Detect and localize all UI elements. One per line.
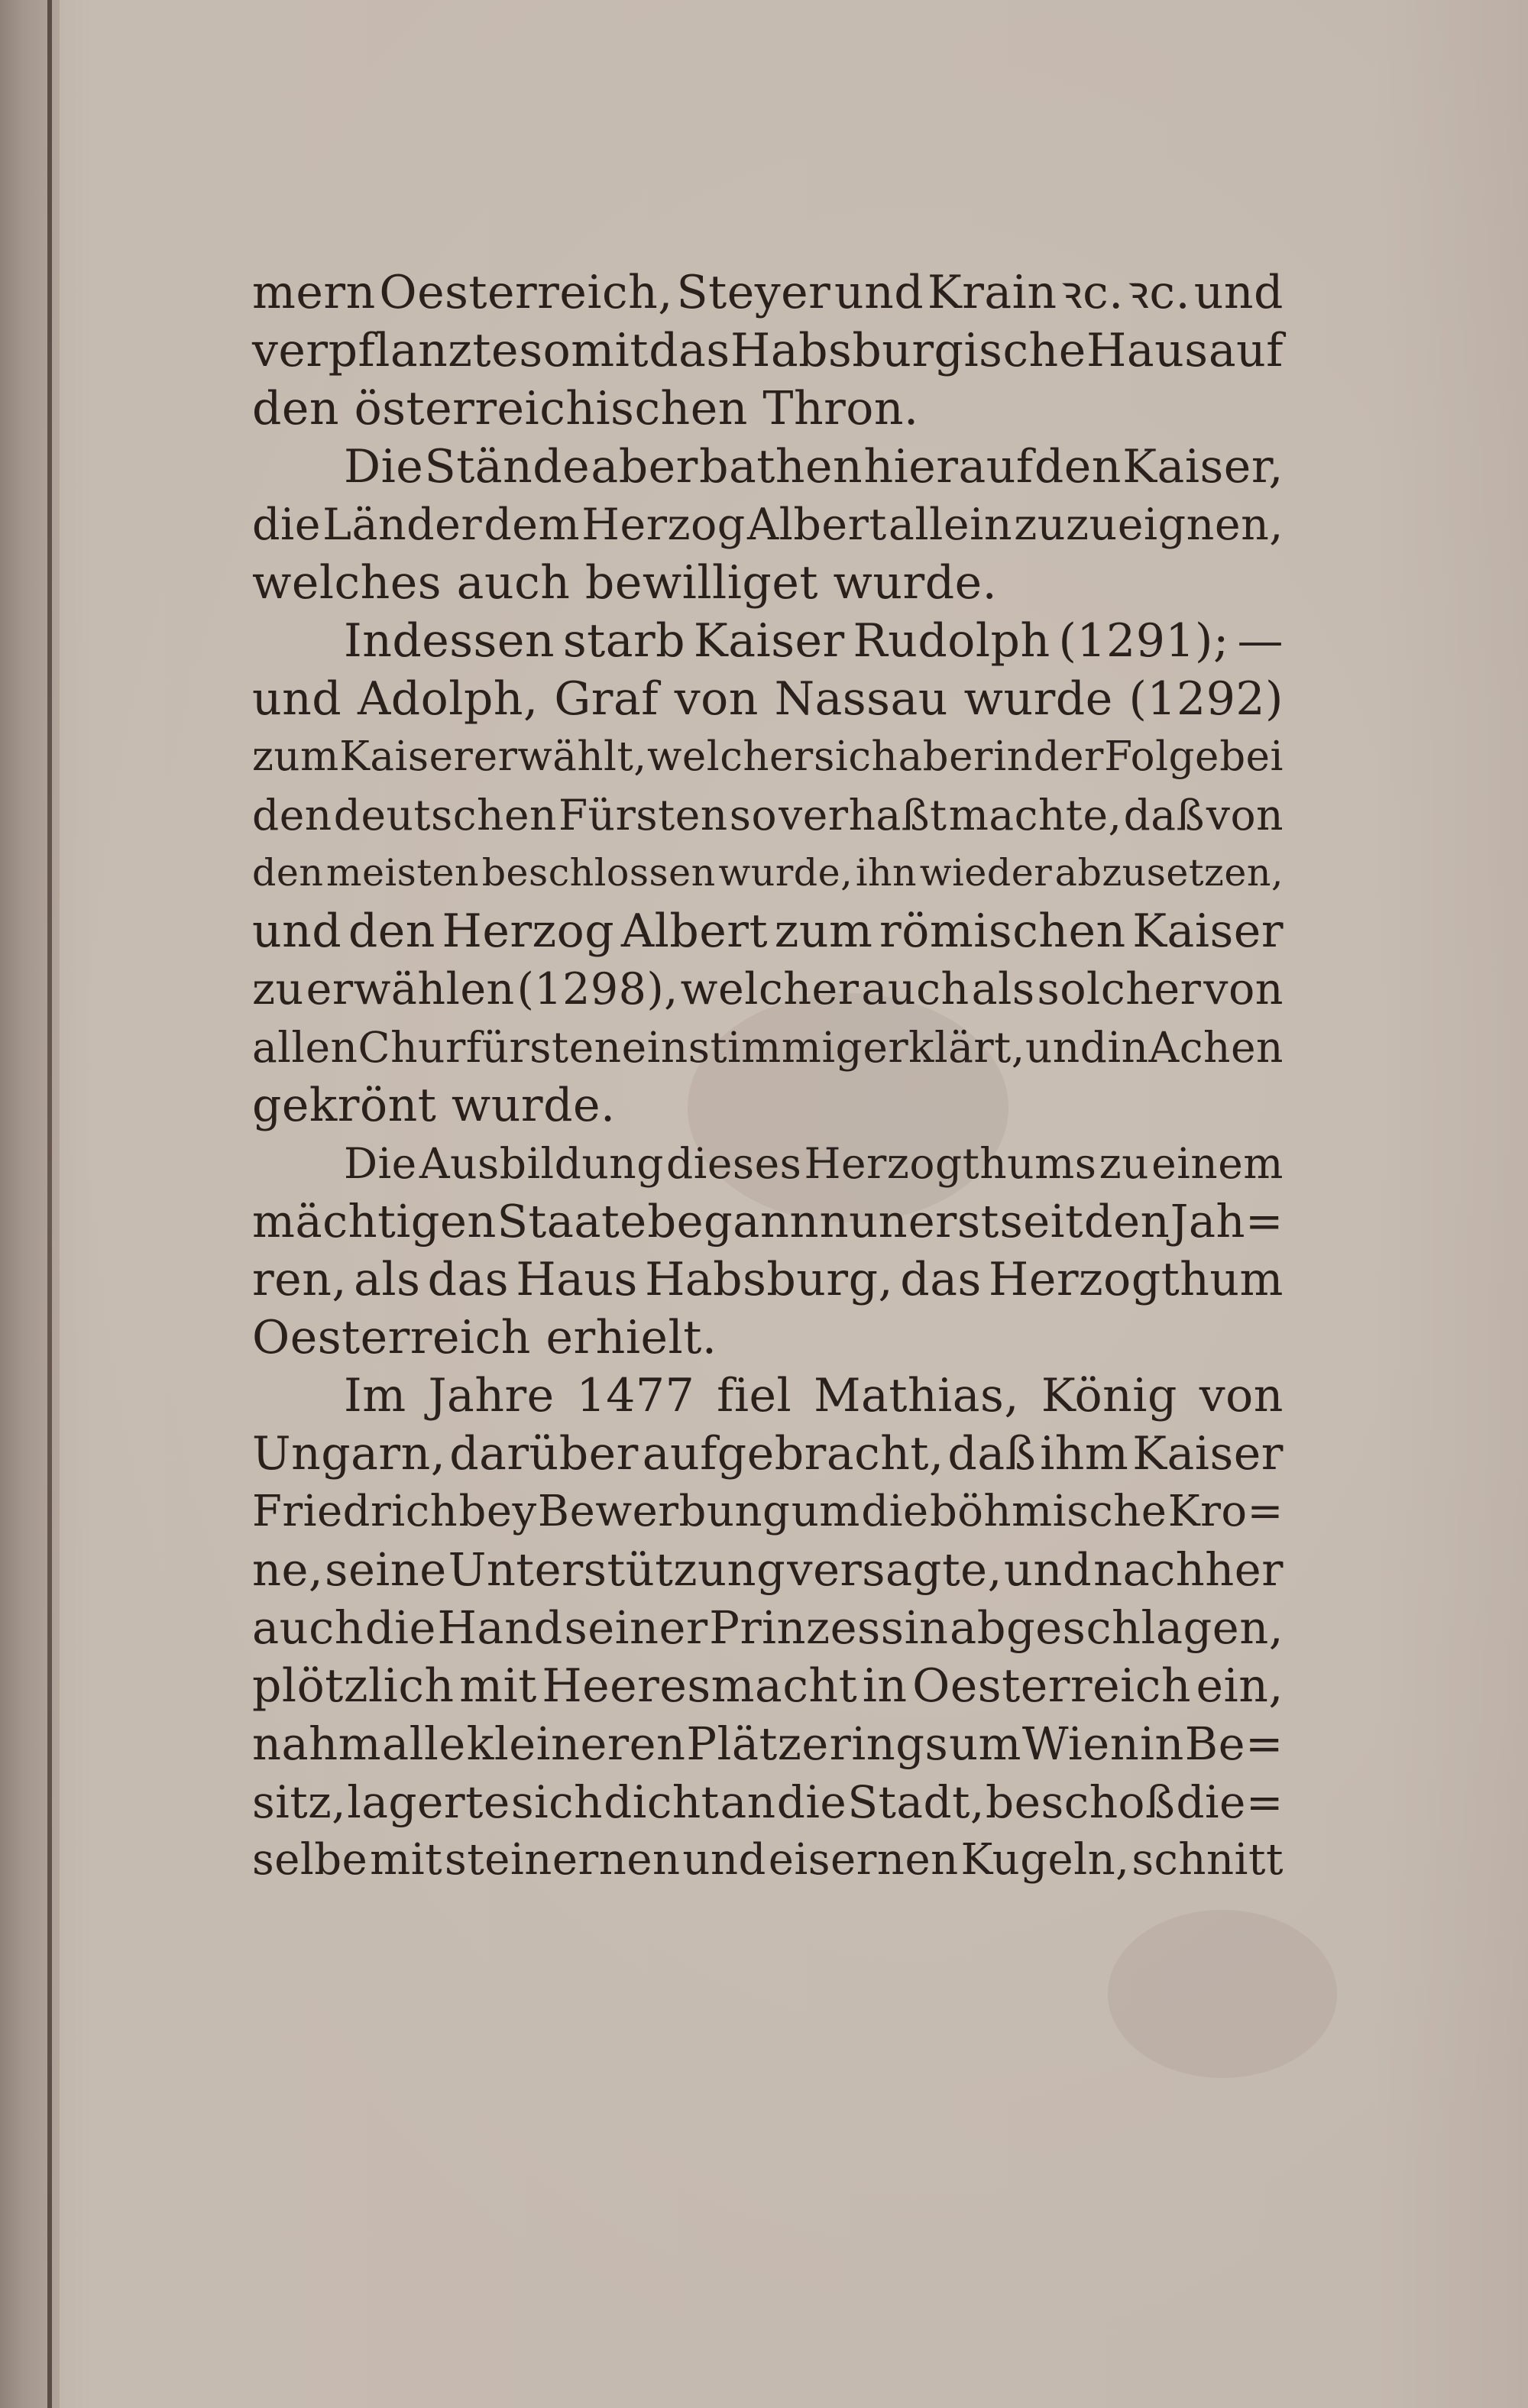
text-line — [252, 786, 1284, 844]
word: um — [791, 1487, 860, 1536]
text-line — [252, 438, 1284, 496]
word: Kugeln, — [960, 1835, 1130, 1885]
word: Die — [344, 440, 424, 494]
text-line — [252, 1367, 1284, 1425]
word: Stände — [424, 440, 591, 494]
word: Achen — [1148, 1023, 1284, 1072]
word: Staate — [497, 1195, 647, 1248]
word: als — [971, 964, 1035, 1015]
word: lagerte — [347, 1776, 510, 1828]
word: die= — [1176, 1776, 1284, 1828]
word: in — [993, 733, 1034, 780]
word: Herzog — [442, 905, 615, 958]
word: den — [348, 905, 435, 958]
word: dem — [484, 500, 581, 550]
word: Die — [344, 1139, 417, 1188]
word: erwählen — [306, 964, 515, 1015]
word: Kaiser, — [1122, 440, 1284, 494]
word: Rudolph — [853, 614, 1050, 668]
word: hierauf — [863, 440, 1034, 494]
word: in — [1140, 1717, 1184, 1770]
word: (1292) — [1128, 672, 1284, 726]
word: Adolph, — [357, 672, 539, 726]
word: seit — [999, 1195, 1084, 1248]
word: beschlossen — [481, 851, 716, 895]
word: alle — [381, 1717, 466, 1770]
word: zu — [252, 964, 304, 1015]
word: Krain — [927, 266, 1057, 319]
word: bathen — [699, 440, 863, 494]
word: den — [252, 851, 324, 895]
word: (1291); — [1058, 614, 1229, 668]
word: allein — [888, 500, 1013, 550]
word: ren, — [252, 1253, 347, 1306]
word: seine — [325, 1543, 447, 1596]
word: plötzlich — [252, 1659, 455, 1713]
word: ein, — [1196, 1659, 1284, 1713]
word: schnitt — [1131, 1835, 1284, 1885]
word: Ausbildung — [419, 1139, 664, 1188]
word: erst — [908, 1195, 999, 1248]
word: den — [252, 791, 332, 840]
word: ihn — [855, 851, 918, 895]
word: Indessen — [344, 614, 555, 668]
word: welcher — [680, 964, 860, 1015]
word: und — [834, 266, 924, 319]
word: die — [861, 1487, 929, 1536]
word: zuzueignen, — [1014, 500, 1284, 550]
text-line — [252, 1599, 1284, 1657]
word: Hand — [437, 1601, 563, 1654]
word: verhaßt — [779, 791, 947, 840]
word: Wien — [1021, 1717, 1140, 1770]
word: Haus — [1086, 324, 1209, 377]
word: und — [1003, 1543, 1093, 1596]
word: Steyer — [676, 266, 831, 319]
word: böhmische — [929, 1487, 1167, 1536]
word: zum — [252, 733, 339, 780]
word: der — [1033, 733, 1104, 780]
word: Herzog — [581, 500, 746, 550]
word: mächtigen — [252, 1195, 497, 1248]
word: welcher — [647, 733, 814, 780]
word: und — [682, 1835, 766, 1885]
word: von — [674, 672, 759, 726]
word: erwählt, — [473, 733, 647, 780]
word: Be= — [1184, 1717, 1284, 1770]
word: Kaiser — [1132, 1427, 1284, 1481]
text-line — [252, 322, 1284, 380]
word: sich — [814, 733, 898, 780]
word: somit — [519, 324, 649, 377]
word: Graf — [554, 672, 659, 726]
word: die — [776, 1776, 847, 1828]
word: seiner — [564, 1601, 708, 1654]
word: das — [649, 324, 730, 377]
text-line: Oesterreich erhielt. — [252, 1311, 717, 1364]
word: Churfürsten — [358, 1023, 622, 1072]
word: Albert — [746, 500, 887, 550]
word: zum — [774, 905, 873, 958]
text-line — [252, 844, 1284, 902]
text-line: gekrönt wurde. — [252, 1079, 616, 1132]
word: auch — [861, 964, 970, 1015]
text-line — [252, 1425, 1284, 1483]
word: versagte, — [787, 1543, 1002, 1596]
word: an — [720, 1776, 776, 1828]
word: nun — [819, 1195, 908, 1248]
word: (1298), — [516, 964, 678, 1015]
word: ꝛc. — [1127, 266, 1191, 319]
text-line — [252, 1657, 1284, 1715]
word: — — [1237, 614, 1284, 668]
word: und — [1025, 1023, 1108, 1072]
word: nachher — [1093, 1543, 1284, 1596]
word: das — [900, 1253, 982, 1306]
word: Jahre — [428, 1369, 555, 1422]
word: ihm — [1040, 1427, 1129, 1481]
word: mit — [459, 1659, 537, 1713]
word: in — [862, 1659, 908, 1713]
text-line — [252, 1134, 1284, 1193]
word: den — [1034, 440, 1122, 494]
word: in — [1107, 1023, 1149, 1072]
word: verpflanzte — [252, 324, 520, 377]
word: Fürsten — [558, 791, 728, 840]
word: ne, — [252, 1543, 324, 1596]
text-line — [252, 1541, 1284, 1599]
word: so — [729, 791, 778, 840]
word: den — [1083, 1195, 1170, 1248]
word: deutschen — [333, 791, 557, 840]
text-line — [252, 670, 1284, 728]
word: zu — [1099, 1139, 1150, 1188]
word: bei — [1219, 733, 1284, 780]
text-line — [252, 264, 1284, 322]
word: fiel — [717, 1369, 792, 1422]
word: kleineren — [466, 1717, 686, 1770]
text-line — [252, 1251, 1284, 1309]
word: darüber — [449, 1427, 639, 1481]
word: von — [1203, 964, 1284, 1015]
text-line — [252, 1715, 1284, 1773]
text-line — [252, 1483, 1284, 1541]
word: Oesterreich — [912, 1659, 1192, 1713]
word: Folge — [1104, 733, 1219, 780]
text-line — [252, 1831, 1284, 1889]
word: bey — [458, 1487, 537, 1536]
word: erklärt, — [863, 1023, 1025, 1072]
word: Prinzessin — [709, 1601, 949, 1654]
word: dicht — [604, 1776, 720, 1828]
word: Albert — [620, 905, 769, 958]
word: wurde, — [718, 851, 853, 895]
word: begann — [647, 1195, 819, 1248]
word: mern — [252, 266, 376, 319]
word: von — [1199, 1369, 1284, 1422]
word: Heeresmacht — [542, 1659, 858, 1713]
word: meisten — [326, 851, 480, 895]
word: Nassau — [774, 672, 948, 726]
word: Stadt, — [847, 1776, 985, 1828]
word: König — [1041, 1369, 1177, 1422]
word: daß — [1123, 791, 1205, 840]
word: Unterstützung — [448, 1543, 786, 1596]
binding-edge — [47, 0, 52, 2408]
word: auch — [252, 1601, 364, 1654]
word: Kro= — [1167, 1487, 1284, 1536]
word: sich — [510, 1776, 604, 1828]
text-line — [252, 960, 1284, 1018]
word: als — [354, 1253, 421, 1306]
word: aufgebracht, — [642, 1427, 944, 1481]
word: beschoß — [986, 1776, 1176, 1828]
word: sitz, — [252, 1776, 347, 1828]
word: nahm — [252, 1717, 382, 1770]
body-text — [252, 264, 1284, 1889]
word: aber — [898, 733, 993, 780]
word: abgeschlagen, — [950, 1601, 1284, 1654]
word: Friedrich — [252, 1487, 458, 1536]
word: mit — [370, 1835, 443, 1885]
word: Habsburgische — [730, 324, 1086, 377]
word: 1477 — [576, 1369, 695, 1422]
word: auf — [1208, 324, 1284, 377]
word: ꝛc. — [1060, 266, 1124, 319]
word: wurde — [963, 672, 1113, 726]
word: rings — [829, 1717, 949, 1770]
text-line — [252, 728, 1284, 786]
word: wieder — [919, 851, 1053, 895]
word: Jah= — [1170, 1195, 1284, 1248]
word: starb — [562, 614, 686, 668]
word: Kaiser — [1132, 905, 1284, 958]
word: Herzogthum — [989, 1253, 1284, 1306]
word: um — [949, 1717, 1022, 1770]
text-line: welches auch bewilliget wurde. — [252, 556, 998, 610]
word: römischen — [879, 905, 1126, 958]
text-line — [252, 1773, 1284, 1831]
word: Länder — [322, 500, 483, 550]
word: Oesterreich, — [379, 266, 673, 319]
word: solcher — [1037, 964, 1202, 1015]
word: dieses — [666, 1139, 802, 1188]
word: einem — [1151, 1139, 1284, 1188]
word: steinernen — [444, 1835, 681, 1885]
word: Mathias, — [814, 1369, 1019, 1422]
word: Haus — [516, 1253, 638, 1306]
text-line — [252, 902, 1284, 960]
text-line — [252, 496, 1284, 554]
word: eisernen — [768, 1835, 959, 1885]
word: die — [252, 500, 321, 550]
word: machte, — [948, 791, 1122, 840]
text-line — [252, 612, 1284, 670]
word: daß — [947, 1427, 1037, 1481]
word: Herzogthums — [804, 1139, 1097, 1188]
word: von — [1206, 791, 1284, 840]
word: Kaiser — [693, 614, 845, 668]
word: das — [427, 1253, 510, 1306]
word: Im — [344, 1369, 406, 1422]
word: allen — [252, 1023, 358, 1072]
word: Habsburg, — [645, 1253, 894, 1306]
word: abzusetzen, — [1054, 851, 1284, 895]
word: einstimmig — [621, 1023, 863, 1072]
word: Plätze — [686, 1717, 829, 1770]
word: Bewerbung — [537, 1487, 791, 1536]
word: die — [364, 1601, 436, 1654]
word: Kaiser — [339, 733, 474, 780]
text-line: den österreichischen Thron. — [252, 382, 919, 435]
word: selbe — [252, 1835, 368, 1885]
word: und — [252, 672, 342, 726]
paper-stain — [1108, 1910, 1337, 2078]
word: und — [1193, 266, 1284, 319]
word: und — [252, 905, 342, 958]
word: aber — [591, 440, 698, 494]
text-line — [252, 1193, 1284, 1251]
text-line — [252, 1018, 1284, 1076]
word: Ungarn, — [252, 1427, 446, 1481]
